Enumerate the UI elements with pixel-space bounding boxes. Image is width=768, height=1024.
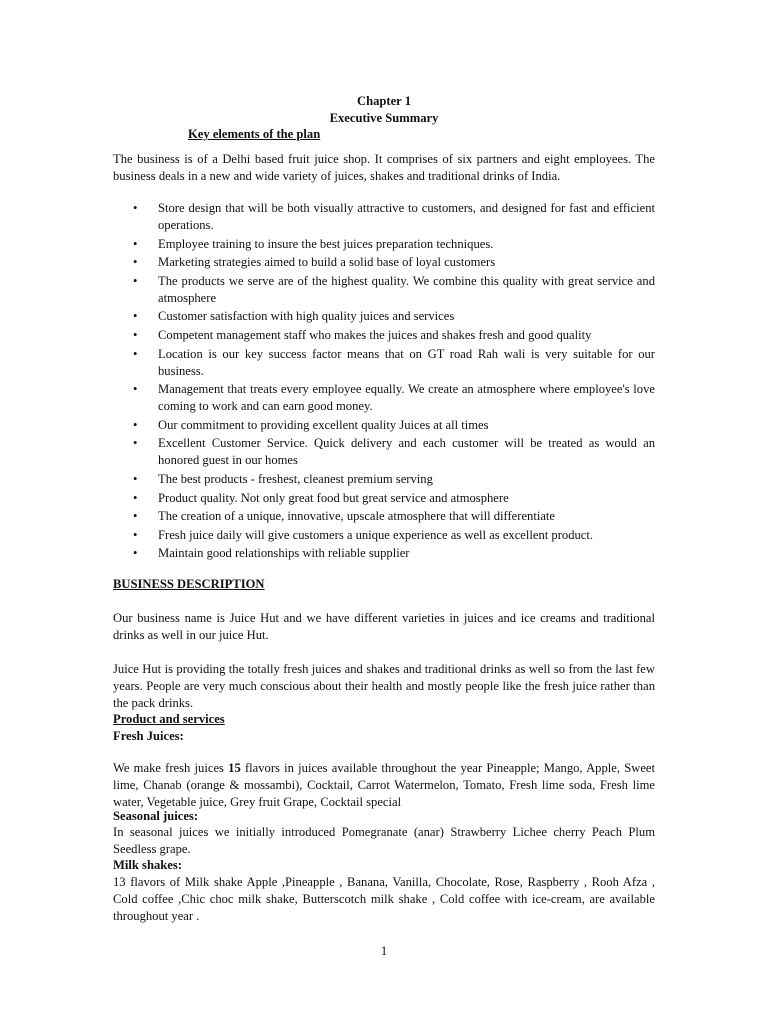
intro-paragraph: The business is of a Delhi based fruit juice shop. It comprises of six partners and eight employees. The business deals in a new and wide variety of juices, shakes and traditional drinks of India.: [113, 152, 655, 183]
list-item: • Location is our key success factor means that on GT road Rah wali is very suitable for our business.: [133, 346, 655, 378]
chapter-title: Chapter 1: [357, 94, 411, 108]
list-item: • Store design that will be both visually attractive to customers, and designed for fast and efficient operations.: [133, 201, 655, 232]
bullet-icon: •: [133, 346, 138, 361]
bullet-icon: •: [133, 527, 138, 542]
bullet-icon: •: [133, 382, 138, 397]
list-item: • Maintain good relationships with reliable supplier: [133, 546, 410, 561]
list-item: • The best products - freshest, cleanest premium serving: [133, 471, 433, 486]
bullet-icon: •: [133, 309, 138, 324]
key-elements-heading: Key elements of the plan: [188, 127, 321, 141]
section-subtitle: Executive Summary: [329, 111, 439, 125]
fresh-juices-count: 15: [228, 761, 241, 775]
fresh-juices-heading: Fresh Juices:: [113, 729, 184, 743]
bullet-icon: •: [133, 255, 138, 270]
fresh-juices-paragraph: We make fresh juices 15 flavors in juices available throughout the year Pineapple; Mango, Apple, Sweet lime, Chanab (orange & mossambi), Cocktail, Carrot Watermelon, Tomato, Fresh lime soda, Fresh lime water, Vegetable juice, Grey fruit Grape, Cocktail special: [113, 761, 656, 809]
list-item: • Product quality. Not only great food but great service and atmosphere: [133, 490, 509, 505]
list-item: • Marketing strategies aimed to build a solid base of loyal customers: [133, 255, 496, 270]
bullet-icon: •: [133, 273, 138, 288]
bullet-icon: •: [133, 236, 138, 251]
list-item: • Employee training to insure the best juices preparation techniques.: [133, 236, 494, 251]
bullet-icon: •: [133, 327, 138, 342]
milk-shakes-heading: Milk shakes:: [113, 858, 182, 872]
bullet-icon: •: [133, 436, 138, 451]
bullet-icon: •: [133, 546, 138, 561]
seasonal-juices-paragraph: In seasonal juices we initially introduced Pomegranate (anar) Strawberry Lichee cherry Peach Plum Seedless grape.: [113, 825, 655, 856]
list-item: • Competent management staff who makes the juices and shakes fresh and good quality: [133, 327, 592, 342]
key-elements-list: [113, 200, 655, 564]
bullet-icon: •: [133, 471, 138, 486]
business-paragraph-1: Our business name is Juice Hut and we have different varieties in juices and ice creams and traditional drinks as well in our juice Hut.: [113, 611, 655, 642]
milk-shakes-paragraph: 13 flavors of Milk shake Apple ,Pineapple , Banana, Vanilla, Chocolate, Rose, Raspberry , Rooh Afza , Cold coffee ,Chic choc milk shake, Butterscotch milk shake , Cold coffee with ice-cream, are available throughout year .: [113, 875, 655, 923]
bullet-icon: •: [133, 201, 138, 215]
business-paragraph-2: Juice Hut is providing the totally fresh juices and shakes and traditional drinks as well so from the last few years. People are very much conscious about their health and mostly people like the fresh juice rather than the pack drinks.: [113, 662, 655, 710]
seasonal-juices-heading: Seasonal juices:: [113, 809, 199, 823]
list-item: • Excellent Customer Service. Quick delivery and each customer will be treated as would an honored guest in our homes: [133, 436, 655, 468]
business-description-heading: BUSINESS DESCRIPTION: [113, 577, 265, 591]
page-number: 1: [380, 944, 388, 958]
bullet-icon: •: [133, 490, 138, 505]
bullet-icon: •: [133, 509, 138, 524]
products-heading: Product and services: [113, 712, 225, 726]
list-item: • Fresh juice daily will give customers a unique experience as well as excellent product.: [133, 527, 594, 542]
list-item: • The products we serve are of the highest quality. We combine this quality with great service and atmosphere: [133, 273, 655, 305]
list-item: • Customer satisfaction with high quality juices and services: [133, 309, 455, 324]
bullet-icon: •: [133, 417, 138, 432]
list-item: • Management that treats every employee equally. We create an atmosphere where employee's love coming to work and can earn good money.: [133, 382, 655, 414]
list-item: • The creation of a unique, innovative, upscale atmosphere that will differentiate: [133, 509, 556, 524]
list-item: • Our commitment to providing excellent quality Juices at all times: [133, 417, 489, 432]
